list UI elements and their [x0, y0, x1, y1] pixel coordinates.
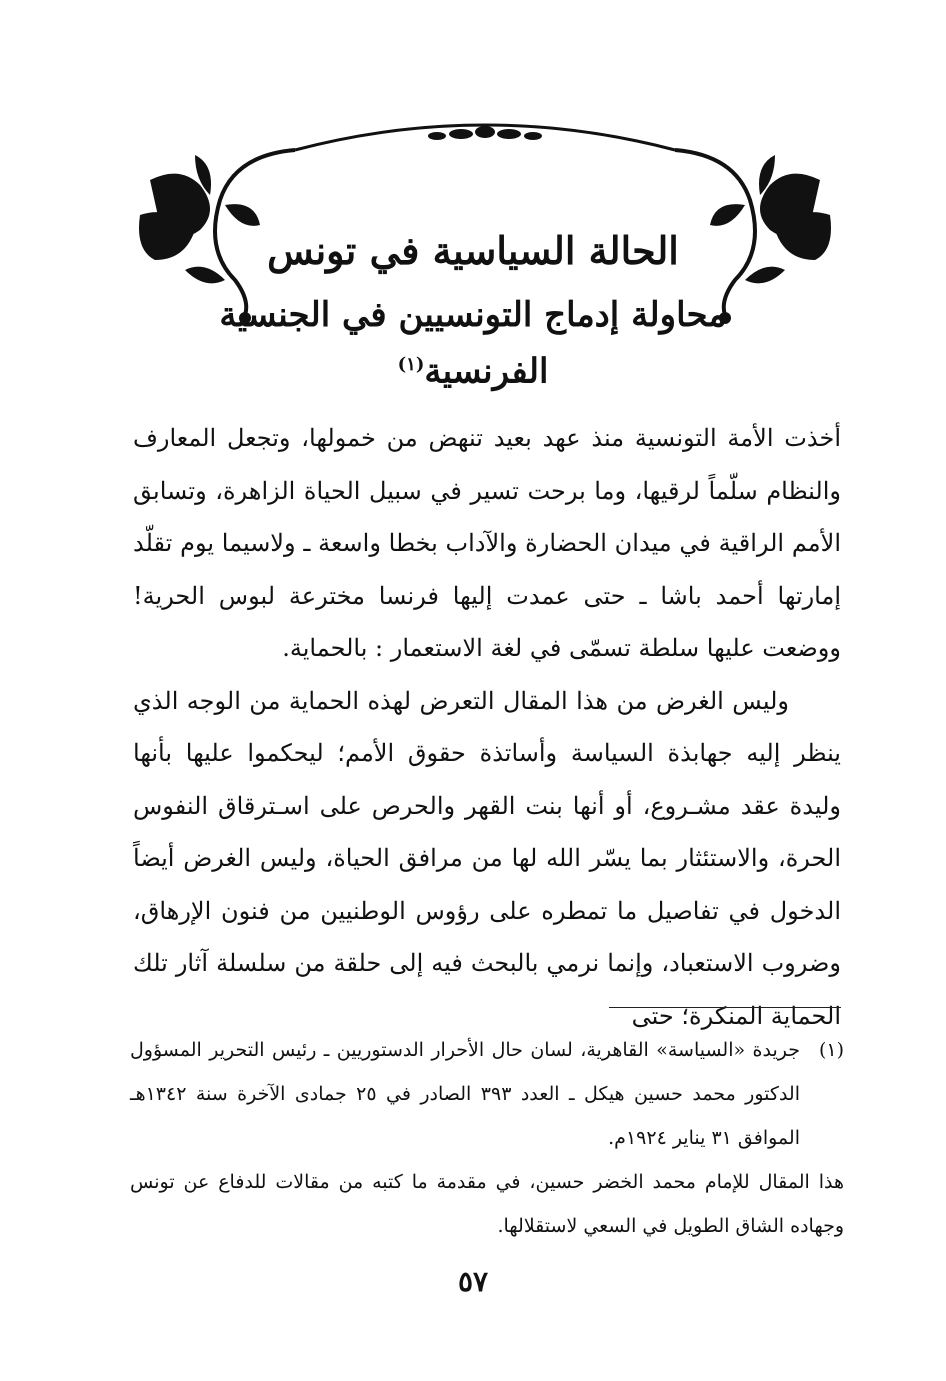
article-body: [133, 412, 841, 1042]
subtitle-text: محاولة إدماج التونسيين في الجنسية الفرنسية: [219, 295, 727, 392]
footnote-number: (١): [818, 1039, 844, 1061]
footnote-marker: (١): [397, 354, 425, 375]
footnote-divider: [609, 1007, 841, 1008]
footnotes: [130, 1028, 844, 1248]
paragraph-1: أخذت الأمة التونسية منذ عهد بعيد تنهض من خمولها، وتجعل المعارف والنظام سلّماً لرقيها، وما برحت تسير في سبيل الحياة الزاهرة، وتسابق الأمم الراقية في ميدان الحضارة والآداب بخطا واسعة ـ ولاسيما يوم تقلّد إمارتها أحمد باشا ـ حتى عمدت إليها فرنسا مخترعة لبوس الحرية! ووضعت عليها سلطة تسمّى في لغة الاستعمار : بالحماية.: [133, 424, 841, 662]
page-number: ٥٧: [457, 1265, 489, 1298]
footnote-text: جريدة «السياسة» القاهرية، لسان حال الأحرار الدستوريين ـ رئيس التحرير المسؤول الدكتور محمد حسين هيكل ـ العدد ٣٩٣ الصادر في ٢٥ جمادى الآخرة سنة ١٣٤٢هـ الموافق ٣١ يناير ١٩٢٤م.: [130, 1039, 800, 1149]
paragraph-2: وليس الغرض من هذا المقال التعرض لهذه الحماية من الوجه الذي ينظر إليه جهابذة السياسة وأساتذة حقوق الأمم؛ ليحكموا عليها بأنها وليدة عقد مشـروع، أو أنها بنت القهر والحرص على اسـترقاق النفوس الحرة، والاستئثار بما يسّر الله لها من مرافق الحياة، وليس الغرض أيضاً الدخول في تفاصيل ما تمطره على رؤوس الوطنيين من فنون الإرهاق، وضروب الاستعباد، وإنما نرمي بالبحث فيه إلى حلقة من سلسلة آثار تلك الحماية المنكرة؛ حتى: [133, 686, 841, 1030]
footnote-item: [130, 1028, 844, 1160]
page-subtitle: [160, 290, 786, 396]
page-title: الحالة السياسية في تونس: [267, 228, 679, 273]
footnote-note: هذا المقال للإمام محمد الخضر حسين، في مقدمة ما كتبه من مقالات للدفاع عن تونس وجهاده الشاق الطويل في السعي لاستقلالها.: [130, 1171, 844, 1237]
